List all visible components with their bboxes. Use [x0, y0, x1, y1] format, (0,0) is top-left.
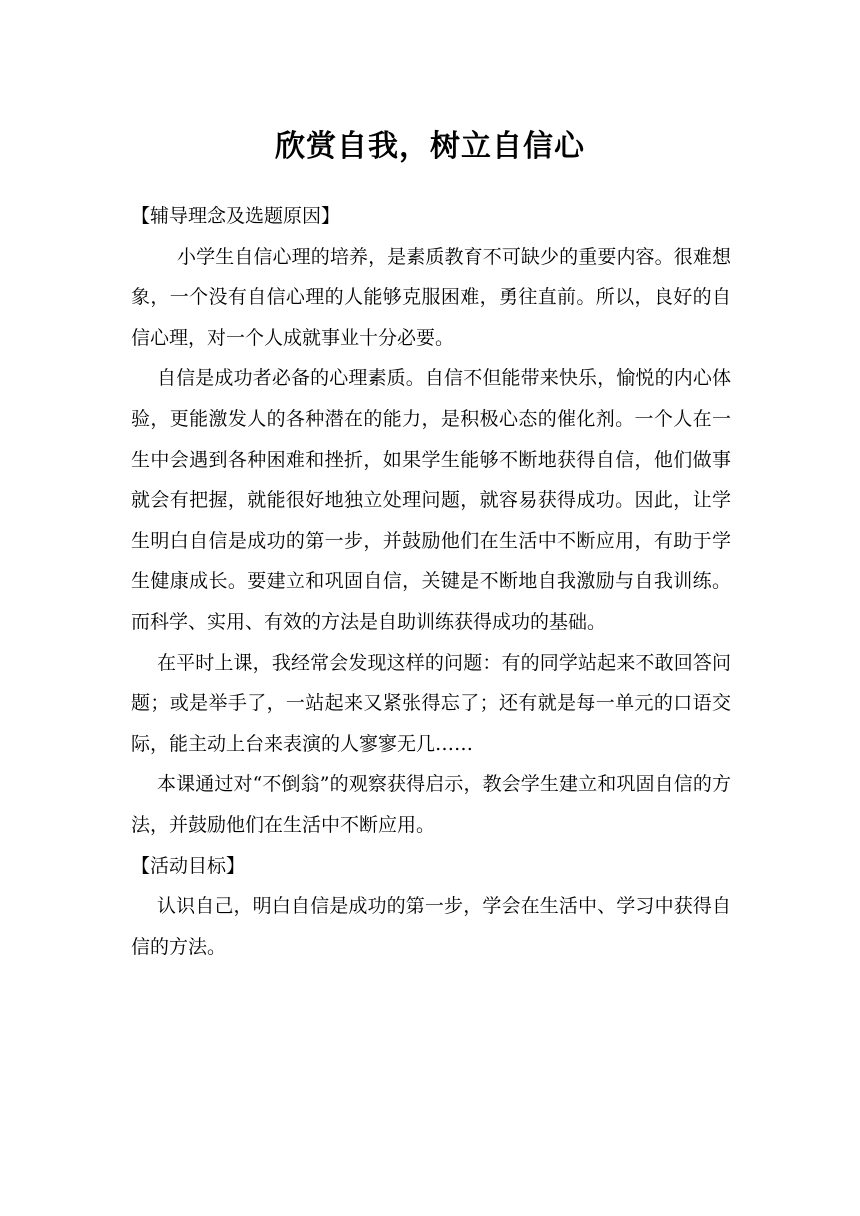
paragraph-objective: 认识自己，明白自信是成功的第一步，学会在生活中、学习中获得自信的方法。: [131, 895, 731, 958]
page-title: 欣赏自我，树立自信心: [275, 129, 585, 165]
paragraph-3: 在平时上课，我经常会发现这样的问题：有的同学站起来不敢回答问题；或是举手了，一站起来又紧张得忘了；还有就是每一单元的口语交际，能主动上台来表演的人寥寥无几……: [131, 651, 731, 755]
paragraph-2: 自信是成功者必备的心理素质。自信不但能带来快乐，愉悦的内心体验，更能激发人的各种潜在的能力，是积极心态的催化剂。一个人在一生中会遇到各种困难和挫折，如果学生能够不断地获得自信，他们做事就会有把握，就能很好地独立处理问题，就容易获得成功。因此，让学生明白自信是成功的第一步，并鼓励他们在生活中不断应用，有助于学生健康成长。要建立和巩固自信，关键是不断地自我激励与自我训练。而科学、实用、有效的方法是自助训练获得成功的基础。: [131, 367, 731, 633]
section-heading-objectives: 【活动目标】: [131, 854, 246, 877]
paragraph-1: 小学生自信心理的培养，是素质教育不可缺少的重要内容。很难想象，一个没有自信心理的人能够克服困难，勇往直前。所以，良好的自信心理，对一个人成就事业十分必要。: [131, 245, 731, 349]
document-body: [131, 196, 731, 967]
section-heading-rationale: 【辅导理念及选题原因】: [131, 205, 341, 227]
paragraph-4: 本课通过对“不倒翁”的观察获得启示，教会学生建立和巩固自信的方法，并鼓励他们在生活中不断应用。: [131, 773, 731, 836]
